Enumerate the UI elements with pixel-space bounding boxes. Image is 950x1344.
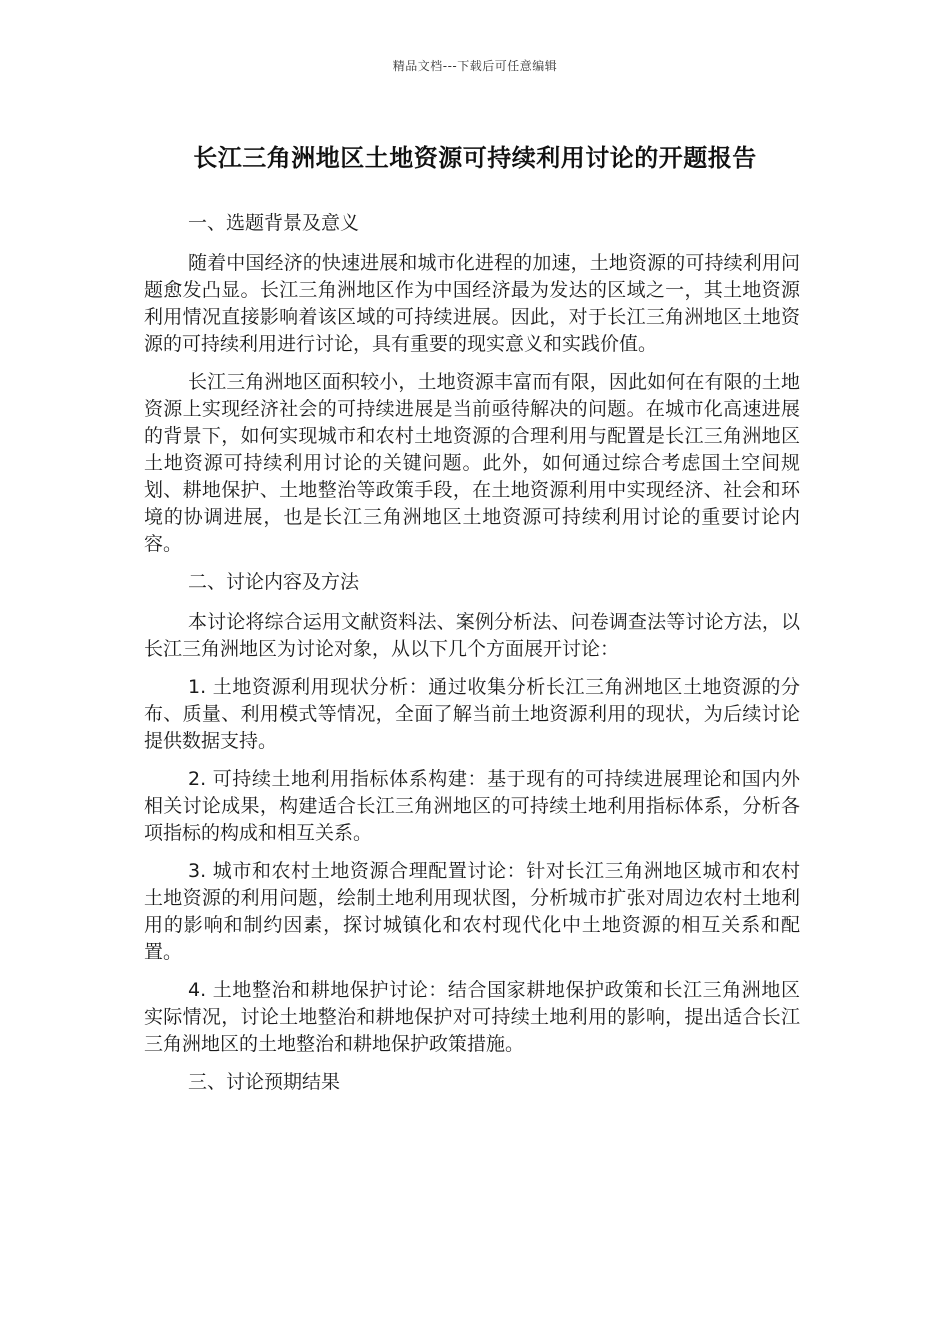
paragraph: 长江三角洲地区面积较小，土地资源丰富而有限，因此如何在有限的土地资源上实现经济社会的可持续进展是当前亟待解决的问题。在城市化高速进展的背景下，如何实现城市和农村土地资源的合理利用与配置是长江三角洲地区土地资源可持续利用讨论的关键问题。此外，如何通过综合考虑国土空间规划、耕地保护、土地整治等政策手段，在土地资源利用中实现经济、社会和环境的协调进展，也是长江三角洲地区土地资源可持续利用讨论的重要讨论内容。: [144, 371, 800, 555]
section-heading-2: 二、讨论内容及方法: [188, 571, 360, 593]
paragraph: 本讨论将综合运用文献资料法、案例分析法、问卷调查法等讨论方法，以长江三角洲地区为讨论对象，从以下几个方面展开讨论：: [144, 611, 800, 660]
header-note: 精品文档---下载后可任意编辑: [392, 59, 558, 73]
list-item: 1. 土地资源利用现状分析：通过收集分析长江三角洲地区土地资源的分布、质量、利用模式等情况，全面了解当前土地资源利用的现状，为后续讨论提供数据支持。: [144, 676, 800, 752]
paragraph: 随着中国经济的快速进展和城市化进程的加速，土地资源的可持续利用问题愈发凸显。长江三角洲地区作为中国经济最为发达的区域之一，其土地资源利用情况直接影响着该区域的可持续进展。因此，对于长江三角洲地区土地资源的可持续利用进行讨论，具有重要的现实意义和实践价值。: [144, 252, 800, 355]
document-title: 长江三角洲地区土地资源可持续利用讨论的开题报告: [193, 144, 757, 172]
section-heading-1: 一、选题背景及意义: [188, 212, 360, 234]
list-item: 2. 可持续土地利用指标体系构建：基于现有的可持续进展理论和国内外相关讨论成果，构建适合长江三角洲地区的可持续土地利用指标体系，分析各项指标的构成和相互关系。: [144, 768, 800, 844]
document-body: [144, 210, 800, 1109]
list-item: 3. 城市和农村土地资源合理配置讨论：针对长江三角洲地区城市和农村土地资源的利用问题，绘制土地利用现状图，分析城市扩张对周边农村土地利用的影响和制约因素，探讨城镇化和农村现代化中土地资源的相互关系和配置。: [144, 860, 800, 963]
list-item: 4. 土地整治和耕地保护讨论：结合国家耕地保护政策和长江三角洲地区实际情况，讨论土地整治和耕地保护对可持续土地利用的影响，提出适合长江三角洲地区的土地整治和耕地保护政策措施。: [144, 979, 800, 1055]
section-heading-3: 三、讨论预期结果: [188, 1071, 341, 1093]
